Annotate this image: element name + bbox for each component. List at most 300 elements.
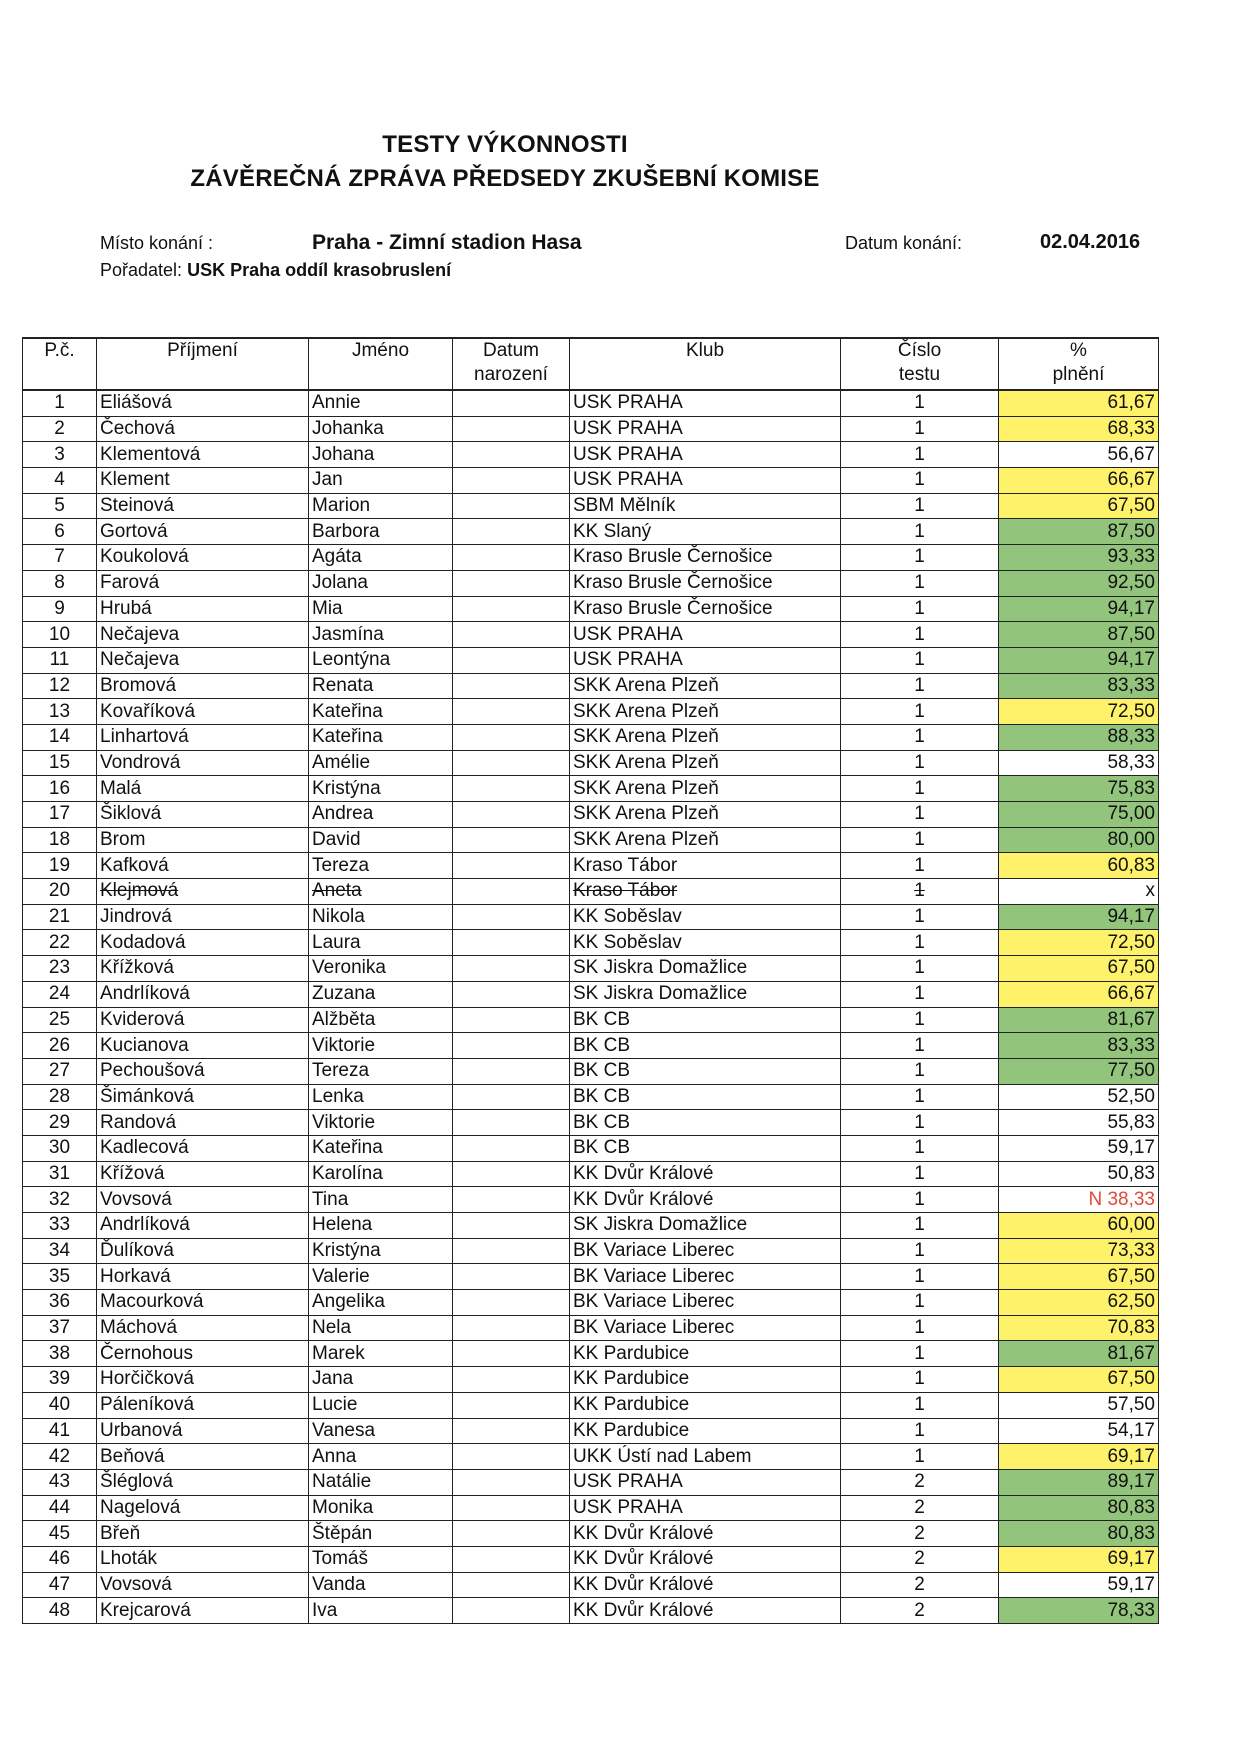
cell-surname: Steinová	[97, 493, 309, 519]
cell-test: 1	[841, 1238, 999, 1264]
cell-surname: Vovsová	[97, 1187, 309, 1213]
cell-surname: Ďulíková	[97, 1238, 309, 1264]
cell-name: Johanka	[309, 416, 453, 442]
cell-birthdate	[453, 390, 570, 416]
cell-club: KK Dvůr Králové	[570, 1187, 841, 1213]
cell-club: KK Dvůr Králové	[570, 1546, 841, 1572]
cell-pc: 27	[23, 1058, 97, 1084]
cell-test: 1	[841, 596, 999, 622]
cell-test: 2	[841, 1572, 999, 1598]
cell-birthdate	[453, 493, 570, 519]
cell-pct: 81,67	[999, 1007, 1159, 1033]
cell-pct: 67,50	[999, 493, 1159, 519]
cell-birthdate	[453, 1187, 570, 1213]
cell-test: 1	[841, 956, 999, 982]
cell-club: USK PRAHA	[570, 468, 841, 494]
cell-club: SKK Arena Plzeň	[570, 673, 841, 699]
cell-club: BK Variace Liberec	[570, 1315, 841, 1341]
cell-club: SKK Arena Plzeň	[570, 724, 841, 750]
cell-pct: 75,00	[999, 802, 1159, 828]
place-value: Praha - Zimní stadion Hasa	[312, 231, 582, 254]
cell-birthdate	[453, 1315, 570, 1341]
cell-club: Kraso Brusle Černošice	[570, 570, 841, 596]
cell-pc: 23	[23, 956, 97, 982]
cell-test: 1	[841, 904, 999, 930]
cell-club: BK Variace Liberec	[570, 1290, 841, 1316]
table-row	[23, 468, 1159, 494]
cell-name: Štěpán	[309, 1521, 453, 1547]
table-row	[23, 1367, 1159, 1393]
cell-pct: 62,50	[999, 1290, 1159, 1316]
cell-surname: Nagelová	[97, 1495, 309, 1521]
cell-surname: Kadlecová	[97, 1135, 309, 1161]
cell-name: Zuzana	[309, 981, 453, 1007]
table-row	[23, 1213, 1159, 1239]
cell-test: 1	[841, 1264, 999, 1290]
cell-birthdate	[453, 699, 570, 725]
cell-birthdate	[453, 468, 570, 494]
cell-birthdate	[453, 1058, 570, 1084]
cell-birthdate	[453, 981, 570, 1007]
cell-pct: 69,17	[999, 1444, 1159, 1470]
cell-club: SK Jiskra Domažlice	[570, 956, 841, 982]
cell-surname: Kafková	[97, 853, 309, 879]
table-row	[23, 1495, 1159, 1521]
cell-pct: 69,17	[999, 1546, 1159, 1572]
cell-name: Helena	[309, 1213, 453, 1239]
cell-birthdate	[453, 1367, 570, 1393]
cell-birthdate	[453, 802, 570, 828]
cell-test: 2	[841, 1546, 999, 1572]
cell-pct: N 38,33	[999, 1187, 1159, 1213]
cell-surname: Nečajeva	[97, 647, 309, 673]
cell-pc: 25	[23, 1007, 97, 1033]
cell-pc: 42	[23, 1444, 97, 1470]
cell-name: Veronika	[309, 956, 453, 982]
cell-pct: 72,50	[999, 699, 1159, 725]
cell-birthdate	[453, 545, 570, 571]
table-row	[23, 519, 1159, 545]
cell-test: 1	[841, 1110, 999, 1136]
cell-pc: 26	[23, 1033, 97, 1059]
table-row	[23, 853, 1159, 879]
cell-test: 1	[841, 1084, 999, 1110]
cell-club: KK Dvůr Králové	[570, 1572, 841, 1598]
cell-pc: 1	[23, 390, 97, 416]
cell-birthdate	[453, 1110, 570, 1136]
cell-name: Nikola	[309, 904, 453, 930]
cell-surname: Páleníková	[97, 1392, 309, 1418]
cell-birthdate	[453, 750, 570, 776]
cell-surname: Bromová	[97, 673, 309, 699]
cell-club: USK PRAHA	[570, 647, 841, 673]
cell-test: 1	[841, 699, 999, 725]
cell-club: SKK Arena Plzeň	[570, 776, 841, 802]
cell-club: SK Jiskra Domažlice	[570, 981, 841, 1007]
cell-club: Kraso Brusle Černošice	[570, 596, 841, 622]
cell-name: Tereza	[309, 1058, 453, 1084]
table-row	[23, 622, 1159, 648]
table-row	[23, 493, 1159, 519]
table-row	[23, 647, 1159, 673]
cell-birthdate	[453, 879, 570, 905]
cell-club: USK PRAHA	[570, 1469, 841, 1495]
cell-pct: 60,00	[999, 1213, 1159, 1239]
cell-pct: 89,17	[999, 1469, 1159, 1495]
cell-club: BK CB	[570, 1110, 841, 1136]
cell-club: BK CB	[570, 1135, 841, 1161]
cell-name: Valerie	[309, 1264, 453, 1290]
cell-pct: 88,33	[999, 724, 1159, 750]
cell-surname: Horčičková	[97, 1367, 309, 1393]
cell-pc: 17	[23, 802, 97, 828]
cell-surname: Šléglová	[97, 1469, 309, 1495]
cell-club: SBM Mělník	[570, 493, 841, 519]
table-row	[23, 1418, 1159, 1444]
date-value: 02.04.2016	[1040, 231, 1141, 253]
cell-pct: 57,50	[999, 1392, 1159, 1418]
cell-birthdate	[453, 1264, 570, 1290]
cell-pct: 80,83	[999, 1521, 1159, 1547]
cell-birthdate	[453, 622, 570, 648]
cell-pc: 43	[23, 1469, 97, 1495]
col-header-pc: P.č.	[23, 338, 97, 390]
table-row	[23, 545, 1159, 571]
cell-birthdate	[453, 673, 570, 699]
cell-pct: 87,50	[999, 622, 1159, 648]
table-row	[23, 956, 1159, 982]
place-label: Místo konání :	[100, 233, 214, 253]
table-row	[23, 1521, 1159, 1547]
cell-surname: Břeň	[97, 1521, 309, 1547]
table-row	[23, 750, 1159, 776]
cell-name: Tina	[309, 1187, 453, 1213]
cell-pc: 14	[23, 724, 97, 750]
table-row	[23, 802, 1159, 828]
cell-pc: 2	[23, 416, 97, 442]
cell-pct: 55,83	[999, 1110, 1159, 1136]
cell-club: BK CB	[570, 1058, 841, 1084]
cell-club: KK Pardubice	[570, 1392, 841, 1418]
table-row	[23, 1290, 1159, 1316]
cell-surname: Kodadová	[97, 930, 309, 956]
cell-test: 1	[841, 1007, 999, 1033]
cell-pc: 32	[23, 1187, 97, 1213]
cell-name: Natálie	[309, 1469, 453, 1495]
cell-birthdate	[453, 1598, 570, 1624]
cell-pct: 75,83	[999, 776, 1159, 802]
cell-pct: 67,50	[999, 1264, 1159, 1290]
cell-test: 2	[841, 1469, 999, 1495]
cell-pc: 22	[23, 930, 97, 956]
cell-pc: 21	[23, 904, 97, 930]
cell-test: 1	[841, 647, 999, 673]
cell-birthdate	[453, 1161, 570, 1187]
table-header-row	[23, 338, 1159, 390]
cell-name: Viktorie	[309, 1033, 453, 1059]
cell-name: Kristýna	[309, 1238, 453, 1264]
cell-club: SKK Arena Plzeň	[570, 699, 841, 725]
cell-club: KK Soběslav	[570, 930, 841, 956]
cell-pc: 8	[23, 570, 97, 596]
organizer-label: Pořadatel:	[100, 260, 183, 280]
table-row	[23, 1572, 1159, 1598]
cell-birthdate	[453, 1290, 570, 1316]
cell-pct: 50,83	[999, 1161, 1159, 1187]
cell-club: SKK Arena Plzeň	[570, 827, 841, 853]
table-row	[23, 416, 1159, 442]
cell-pct: 52,50	[999, 1084, 1159, 1110]
cell-test: 1	[841, 468, 999, 494]
cell-club: BK Variace Liberec	[570, 1238, 841, 1264]
cell-pc: 6	[23, 519, 97, 545]
cell-name: Marek	[309, 1341, 453, 1367]
cell-name: Anna	[309, 1444, 453, 1470]
cell-birthdate	[453, 596, 570, 622]
cell-name: Karolína	[309, 1161, 453, 1187]
cell-pc: 37	[23, 1315, 97, 1341]
cell-test: 1	[841, 1341, 999, 1367]
col-header-test: Číslo testu	[841, 338, 999, 390]
cell-club: KK Pardubice	[570, 1367, 841, 1393]
cell-name: Renata	[309, 673, 453, 699]
cell-club: BK Variace Liberec	[570, 1264, 841, 1290]
cell-birthdate	[453, 1392, 570, 1418]
cell-test: 1	[841, 776, 999, 802]
cell-test: 1	[841, 853, 999, 879]
cell-name: Jan	[309, 468, 453, 494]
cell-club: Kraso Tábor	[570, 853, 841, 879]
cell-surname: Černohous	[97, 1341, 309, 1367]
cell-pc: 31	[23, 1161, 97, 1187]
cell-test: 1	[841, 622, 999, 648]
report-subtitle: ZÁVĚREČNÁ ZPRÁVA PŘEDSEDY ZKUŠEBNÍ KOMISE	[190, 165, 820, 192]
cell-pct: x	[999, 879, 1159, 905]
cell-test: 1	[841, 879, 999, 905]
cell-birthdate	[453, 1418, 570, 1444]
cell-test: 1	[841, 442, 999, 468]
table-row	[23, 390, 1159, 416]
table-row	[23, 1392, 1159, 1418]
cell-pct: 60,83	[999, 853, 1159, 879]
cell-test: 1	[841, 673, 999, 699]
table-row	[23, 1187, 1159, 1213]
cell-name: Laura	[309, 930, 453, 956]
cell-name: Kristýna	[309, 776, 453, 802]
table-row	[23, 1135, 1159, 1161]
table-row	[23, 442, 1159, 468]
cell-test: 1	[841, 930, 999, 956]
cell-surname: Urbanová	[97, 1418, 309, 1444]
cell-club: Kraso Brusle Černošice	[570, 545, 841, 571]
col-header-club: Klub	[570, 338, 841, 390]
cell-birthdate	[453, 1135, 570, 1161]
cell-name: Tereza	[309, 853, 453, 879]
table-row	[23, 776, 1159, 802]
cell-name: Viktorie	[309, 1110, 453, 1136]
cell-test: 1	[841, 390, 999, 416]
cell-name: Monika	[309, 1495, 453, 1521]
cell-name: Vanda	[309, 1572, 453, 1598]
cell-club: KK Dvůr Králové	[570, 1598, 841, 1624]
cell-name: Amélie	[309, 750, 453, 776]
cell-test: 2	[841, 1521, 999, 1547]
cell-birthdate	[453, 956, 570, 982]
cell-surname: Máchová	[97, 1315, 309, 1341]
cell-pc: 3	[23, 442, 97, 468]
cell-pct: 83,33	[999, 1033, 1159, 1059]
cell-name: Barbora	[309, 519, 453, 545]
table-row	[23, 1161, 1159, 1187]
cell-pc: 39	[23, 1367, 97, 1393]
table-row	[23, 1469, 1159, 1495]
table-row	[23, 570, 1159, 596]
cell-surname: Vovsová	[97, 1572, 309, 1598]
cell-name: Tomáš	[309, 1546, 453, 1572]
cell-birthdate	[453, 1238, 570, 1264]
cell-surname: Šimánková	[97, 1084, 309, 1110]
cell-pct: 78,33	[999, 1598, 1159, 1624]
cell-pc: 7	[23, 545, 97, 571]
cell-name: Jana	[309, 1367, 453, 1393]
cell-pct: 59,17	[999, 1135, 1159, 1161]
cell-surname: Klementová	[97, 442, 309, 468]
cell-name: David	[309, 827, 453, 853]
cell-birthdate	[453, 570, 570, 596]
cell-pct: 68,33	[999, 416, 1159, 442]
cell-name: Aneta	[309, 879, 453, 905]
cell-pct: 61,67	[999, 390, 1159, 416]
cell-test: 1	[841, 1418, 999, 1444]
cell-surname: Koukolová	[97, 545, 309, 571]
cell-surname: Křížová	[97, 1161, 309, 1187]
cell-pct: 73,33	[999, 1238, 1159, 1264]
table-row	[23, 699, 1159, 725]
cell-club: BK CB	[570, 1007, 841, 1033]
cell-birthdate	[453, 1546, 570, 1572]
cell-pct: 67,50	[999, 1367, 1159, 1393]
cell-surname: Malá	[97, 776, 309, 802]
cell-name: Iva	[309, 1598, 453, 1624]
cell-surname: Hrubá	[97, 596, 309, 622]
cell-test: 1	[841, 519, 999, 545]
cell-name: Leontýna	[309, 647, 453, 673]
cell-test: 1	[841, 1444, 999, 1470]
cell-pc: 34	[23, 1238, 97, 1264]
cell-birthdate	[453, 724, 570, 750]
cell-pc: 35	[23, 1264, 97, 1290]
table-row	[23, 596, 1159, 622]
cell-pc: 19	[23, 853, 97, 879]
cell-surname: Randová	[97, 1110, 309, 1136]
cell-club: SK Jiskra Domažlice	[570, 1213, 841, 1239]
cell-pct: 80,83	[999, 1495, 1159, 1521]
cell-name: Andrea	[309, 802, 453, 828]
cell-name: Lenka	[309, 1084, 453, 1110]
cell-pc: 13	[23, 699, 97, 725]
cell-birthdate	[453, 1495, 570, 1521]
table-row	[23, 1546, 1159, 1572]
cell-test: 1	[841, 493, 999, 519]
cell-test: 1	[841, 1033, 999, 1059]
cell-pc: 9	[23, 596, 97, 622]
cell-pct: 66,67	[999, 981, 1159, 1007]
table-row	[23, 1110, 1159, 1136]
cell-pc: 12	[23, 673, 97, 699]
cell-surname: Pechoušová	[97, 1058, 309, 1084]
cell-test: 1	[841, 1392, 999, 1418]
cell-surname: Čechová	[97, 416, 309, 442]
cell-pc: 5	[23, 493, 97, 519]
cell-test: 2	[841, 1495, 999, 1521]
cell-surname: Macourková	[97, 1290, 309, 1316]
cell-surname: Brom	[97, 827, 309, 853]
cell-test: 1	[841, 802, 999, 828]
cell-birthdate	[453, 519, 570, 545]
cell-surname: Vondrová	[97, 750, 309, 776]
cell-birthdate	[453, 930, 570, 956]
cell-club: Kraso Tábor	[570, 879, 841, 905]
table-row	[23, 1444, 1159, 1470]
cell-pc: 10	[23, 622, 97, 648]
cell-name: Agáta	[309, 545, 453, 571]
cell-test: 1	[841, 827, 999, 853]
cell-pct: 83,33	[999, 673, 1159, 699]
cell-club: KK Dvůr Králové	[570, 1161, 841, 1187]
cell-test: 1	[841, 1187, 999, 1213]
cell-surname: Jindrová	[97, 904, 309, 930]
cell-surname: Klejmová	[97, 879, 309, 905]
cell-test: 1	[841, 1290, 999, 1316]
col-header-birthdate: Datum narození	[453, 338, 570, 390]
cell-birthdate	[453, 1572, 570, 1598]
cell-surname: Gortová	[97, 519, 309, 545]
cell-surname: Křížková	[97, 956, 309, 982]
cell-pc: 33	[23, 1213, 97, 1239]
cell-pc: 44	[23, 1495, 97, 1521]
cell-club: KK Soběslav	[570, 904, 841, 930]
table-row	[23, 1084, 1159, 1110]
col-header-name: Jméno	[309, 338, 453, 390]
cell-pct: 81,67	[999, 1341, 1159, 1367]
cell-pc: 24	[23, 981, 97, 1007]
cell-pct: 94,17	[999, 647, 1159, 673]
cell-pct: 58,33	[999, 750, 1159, 776]
cell-club: SKK Arena Plzeň	[570, 750, 841, 776]
cell-pc: 29	[23, 1110, 97, 1136]
cell-name: Lucie	[309, 1392, 453, 1418]
cell-surname: Kucianova	[97, 1033, 309, 1059]
table-row	[23, 1033, 1159, 1059]
cell-name: Jasmína	[309, 622, 453, 648]
cell-pct: 54,17	[999, 1418, 1159, 1444]
cell-pc: 47	[23, 1572, 97, 1598]
report-title: TESTY VÝKONNOSTI	[382, 131, 628, 158]
cell-test: 1	[841, 1135, 999, 1161]
cell-club: BK CB	[570, 1033, 841, 1059]
cell-club: USK PRAHA	[570, 416, 841, 442]
cell-test: 1	[841, 545, 999, 571]
organizer-value: USK Praha oddíl krasobruslení	[187, 260, 452, 280]
table-row	[23, 904, 1159, 930]
cell-test: 1	[841, 981, 999, 1007]
cell-pc: 15	[23, 750, 97, 776]
cell-birthdate	[453, 416, 570, 442]
table-row	[23, 1058, 1159, 1084]
cell-surname: Klement	[97, 468, 309, 494]
cell-test: 1	[841, 1315, 999, 1341]
cell-birthdate	[453, 1084, 570, 1110]
